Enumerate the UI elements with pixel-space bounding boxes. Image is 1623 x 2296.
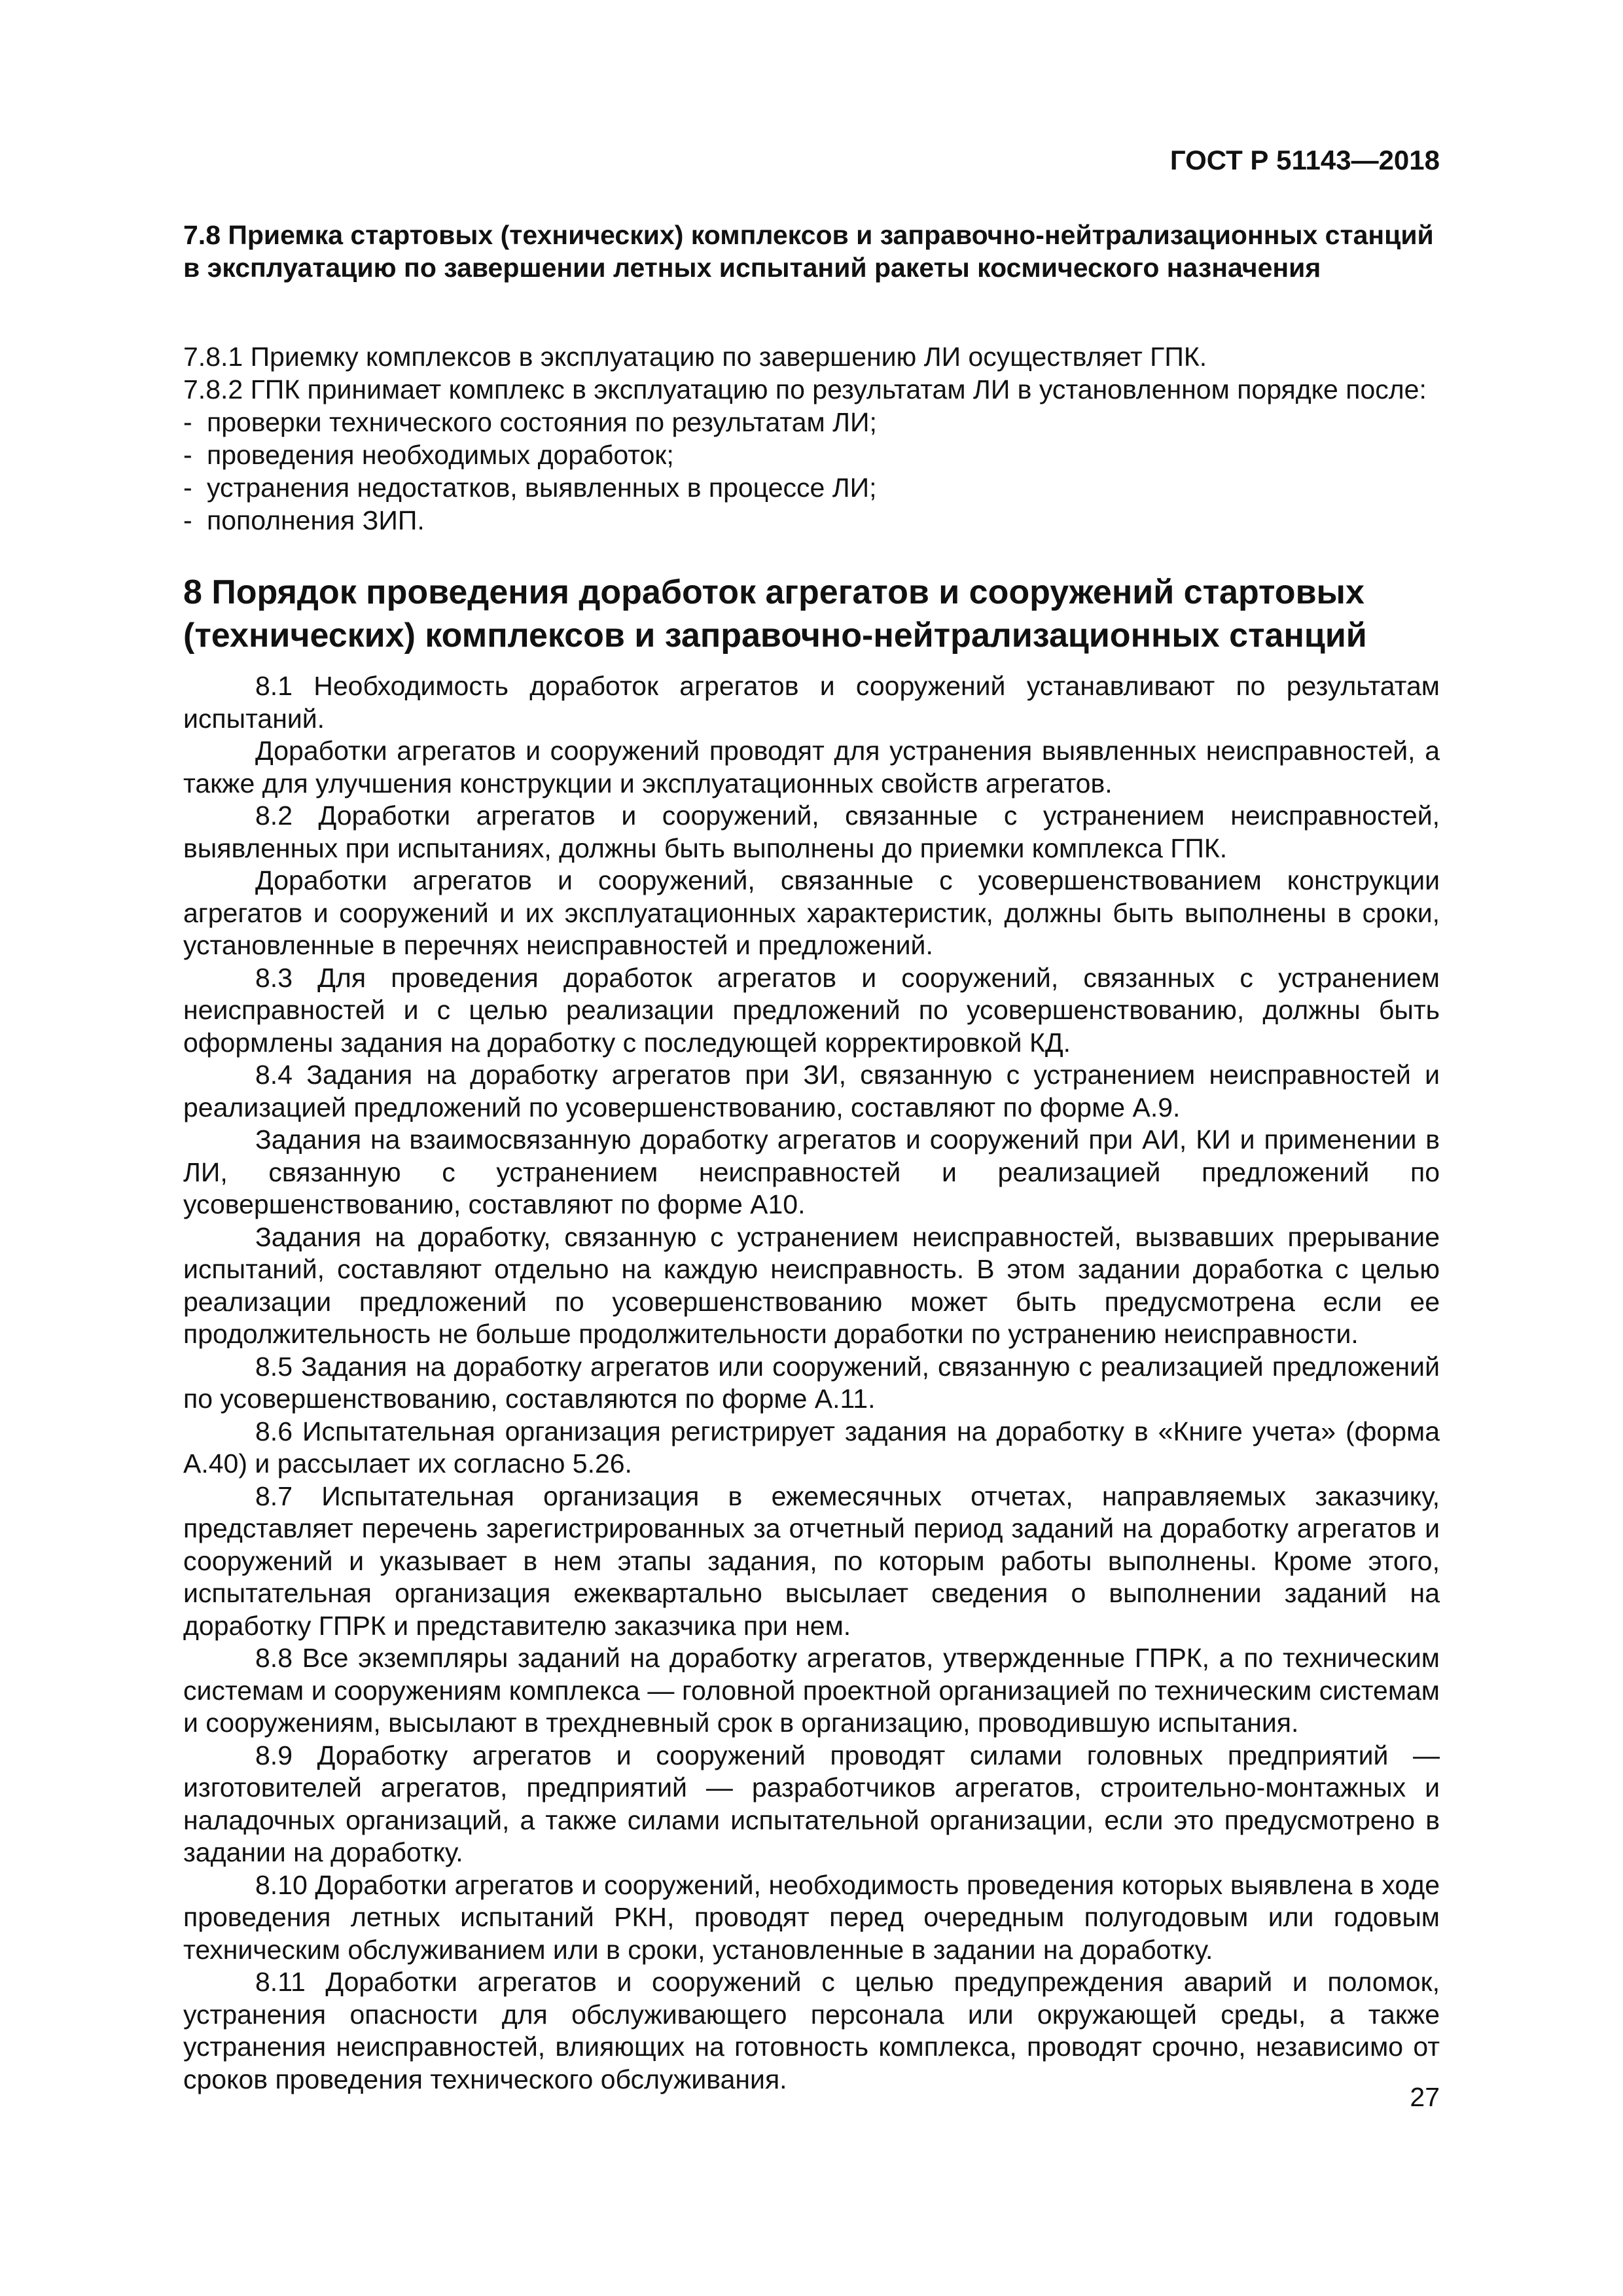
paragraph: 8.6 Испытательная организация регистрирует задания на доработку в «Книге учета» (форма А.40) и рассылает их согласно 5.26. <box>183 1416 1440 1479</box>
list-item <box>183 504 1440 537</box>
list-item-text: пополнения ЗИП. <box>207 505 425 535</box>
paragraph: 8.1 Необходимость доработок агрегатов и сооружений устанавливают по результатам испытаний. <box>183 671 1440 734</box>
list-item <box>183 439 1440 471</box>
subsection-body <box>183 340 1440 537</box>
list-item-text: устранения недостатков, выявленных в процессе ЛИ; <box>207 473 877 503</box>
dash-bullet: - <box>183 407 192 437</box>
paragraph: Задания на доработку, связанную с устранением неисправностей, вызвавших прерывание испытаний, составляют отдельно на каждую неисправность. В этом задании доработка с целью реализации предложений по усовершенствованию может быть предусмотрена если ее продолжительность не больше продолжительности доработки по устранению неисправности. <box>183 1221 1440 1349</box>
paragraph: 8.4 Задания на доработку агрегатов при ЗИ, связанную с устранением неисправностей и реализацией предложений по усовершенствованию, составляют по форме А.9. <box>183 1060 1440 1122</box>
paragraph: Доработки агрегатов и сооружений проводят для устранения выявленных неисправностей, а также для улучшения конструкции и эксплуатационных свойств агрегатов. <box>183 736 1440 798</box>
paragraph: 8.3 Для проведения доработок агрегатов и сооружений, связанных с устранением неисправностей и с целью реализации предложений по усовершенствованию, должны быть оформлены задания на доработку с последующей корректировкой КД. <box>183 962 1440 1058</box>
dash-bullet: - <box>183 473 192 503</box>
list-item <box>183 406 1440 439</box>
paragraph: 8.9 Доработку агрегатов и сооружений проводят силами головных предприятий — изготовителей агрегатов, предприятий — разработчиков агрегатов, строительно-монтажных и наладочных организаций, а также силами испытательной организации, если это предусмотрено в задании на доработку. <box>183 1740 1440 1867</box>
section-body <box>183 670 1440 2096</box>
paragraph: 8.2 Доработки агрегатов и сооружений, связанные с устранением неисправностей, выявленных при испытаниях, должны быть выполнены до приемки комплекса ГПК. <box>183 800 1440 863</box>
list-item <box>183 471 1440 504</box>
paragraph: 8.7 Испытательная организация в ежемесячных отчетах, направляемых заказчику, представляет перечень зарегистрированных за отчетный период заданий на доработку агрегатов и сооружений и указывает в нем этапы задания, по которым работы выполнены. Кроме этого, испытательная организация ежеквартально высылает сведения о выполнении заданий на доработку ГПРК и представителю заказчика при нем. <box>183 1480 1440 1641</box>
subsection-heading: 7.8 Приемка стартовых (технических) комплексов и заправочно-нейтрализационных станций в эксплуатацию по завершении летных испытаний ракеты космического назначения <box>183 220 1434 283</box>
section-heading: 8 Порядок проведения доработок агрегатов и сооружений стартовых (технических) комплексов и заправочно-нейтрализационных станций <box>183 573 1367 655</box>
paragraph: 7.8.1 Приемку комплексов в эксплуатацию по завершению ЛИ осуществляет ГПК. <box>183 342 1207 372</box>
paragraph: 7.8.2 ГПК принимает комплекс в эксплуатацию по результатам ЛИ в установленном порядке после: <box>183 374 1427 404</box>
document-id: ГОСТ Р 51143—2018 <box>1169 145 1440 175</box>
paragraph: Доработки агрегатов и сооружений, связанные с усовершенствованием конструкции агрегатов и сооружений и их эксплуатационных характеристик, должны быть выполнены в сроки, установленные в перечнях неисправностей и предложений. <box>183 865 1440 960</box>
page-number: 27 <box>1410 2082 1440 2112</box>
list-item-text: проведения необходимых доработок; <box>207 440 674 470</box>
dash-bullet: - <box>183 440 192 470</box>
paragraph: Задания на взаимосвязанную доработку агрегатов и сооружений при АИ, КИ и применении в ЛИ, связанную с устранением неисправностей и реализацией предложений по усовершенствованию, составляют по форме А10. <box>183 1124 1440 1219</box>
list-item-text: проверки технического состояния по результатам ЛИ; <box>207 407 877 437</box>
paragraph: 8.11 Доработки агрегатов и сооружений с целью предупреждения аварий и поломок, устранения опасности для обслуживающего персонала или окружающей среды, а также устранения неисправностей, влияющих на готовность комплекса, проводят срочно, независимо от сроков проведения технического обслуживания. <box>183 1967 1440 2094</box>
dash-bullet: - <box>183 505 192 535</box>
paragraph: 8.10 Доработки агрегатов и сооружений, необходимость проведения которых выявлена в ходе проведения летных испытаний РКН, проводят перед очередным полугодовым или годовым техническим обслуживанием или в сроки, установленные в задании на доработку. <box>183 1869 1440 1965</box>
paragraph: 8.8 Все экземпляры заданий на доработку агрегатов, утвержденные ГПРК, а по техническим системам и сооружениям комплекса — головной проектной организацией по техническим системам и сооружениям, высылают в трехдневный срок в организацию, проводившую испытания. <box>183 1643 1440 1738</box>
paragraph: 8.5 Задания на доработку агрегатов или сооружений, связанную с реализацией предложений по усовершенствованию, составляются по форме А.11. <box>183 1351 1440 1414</box>
